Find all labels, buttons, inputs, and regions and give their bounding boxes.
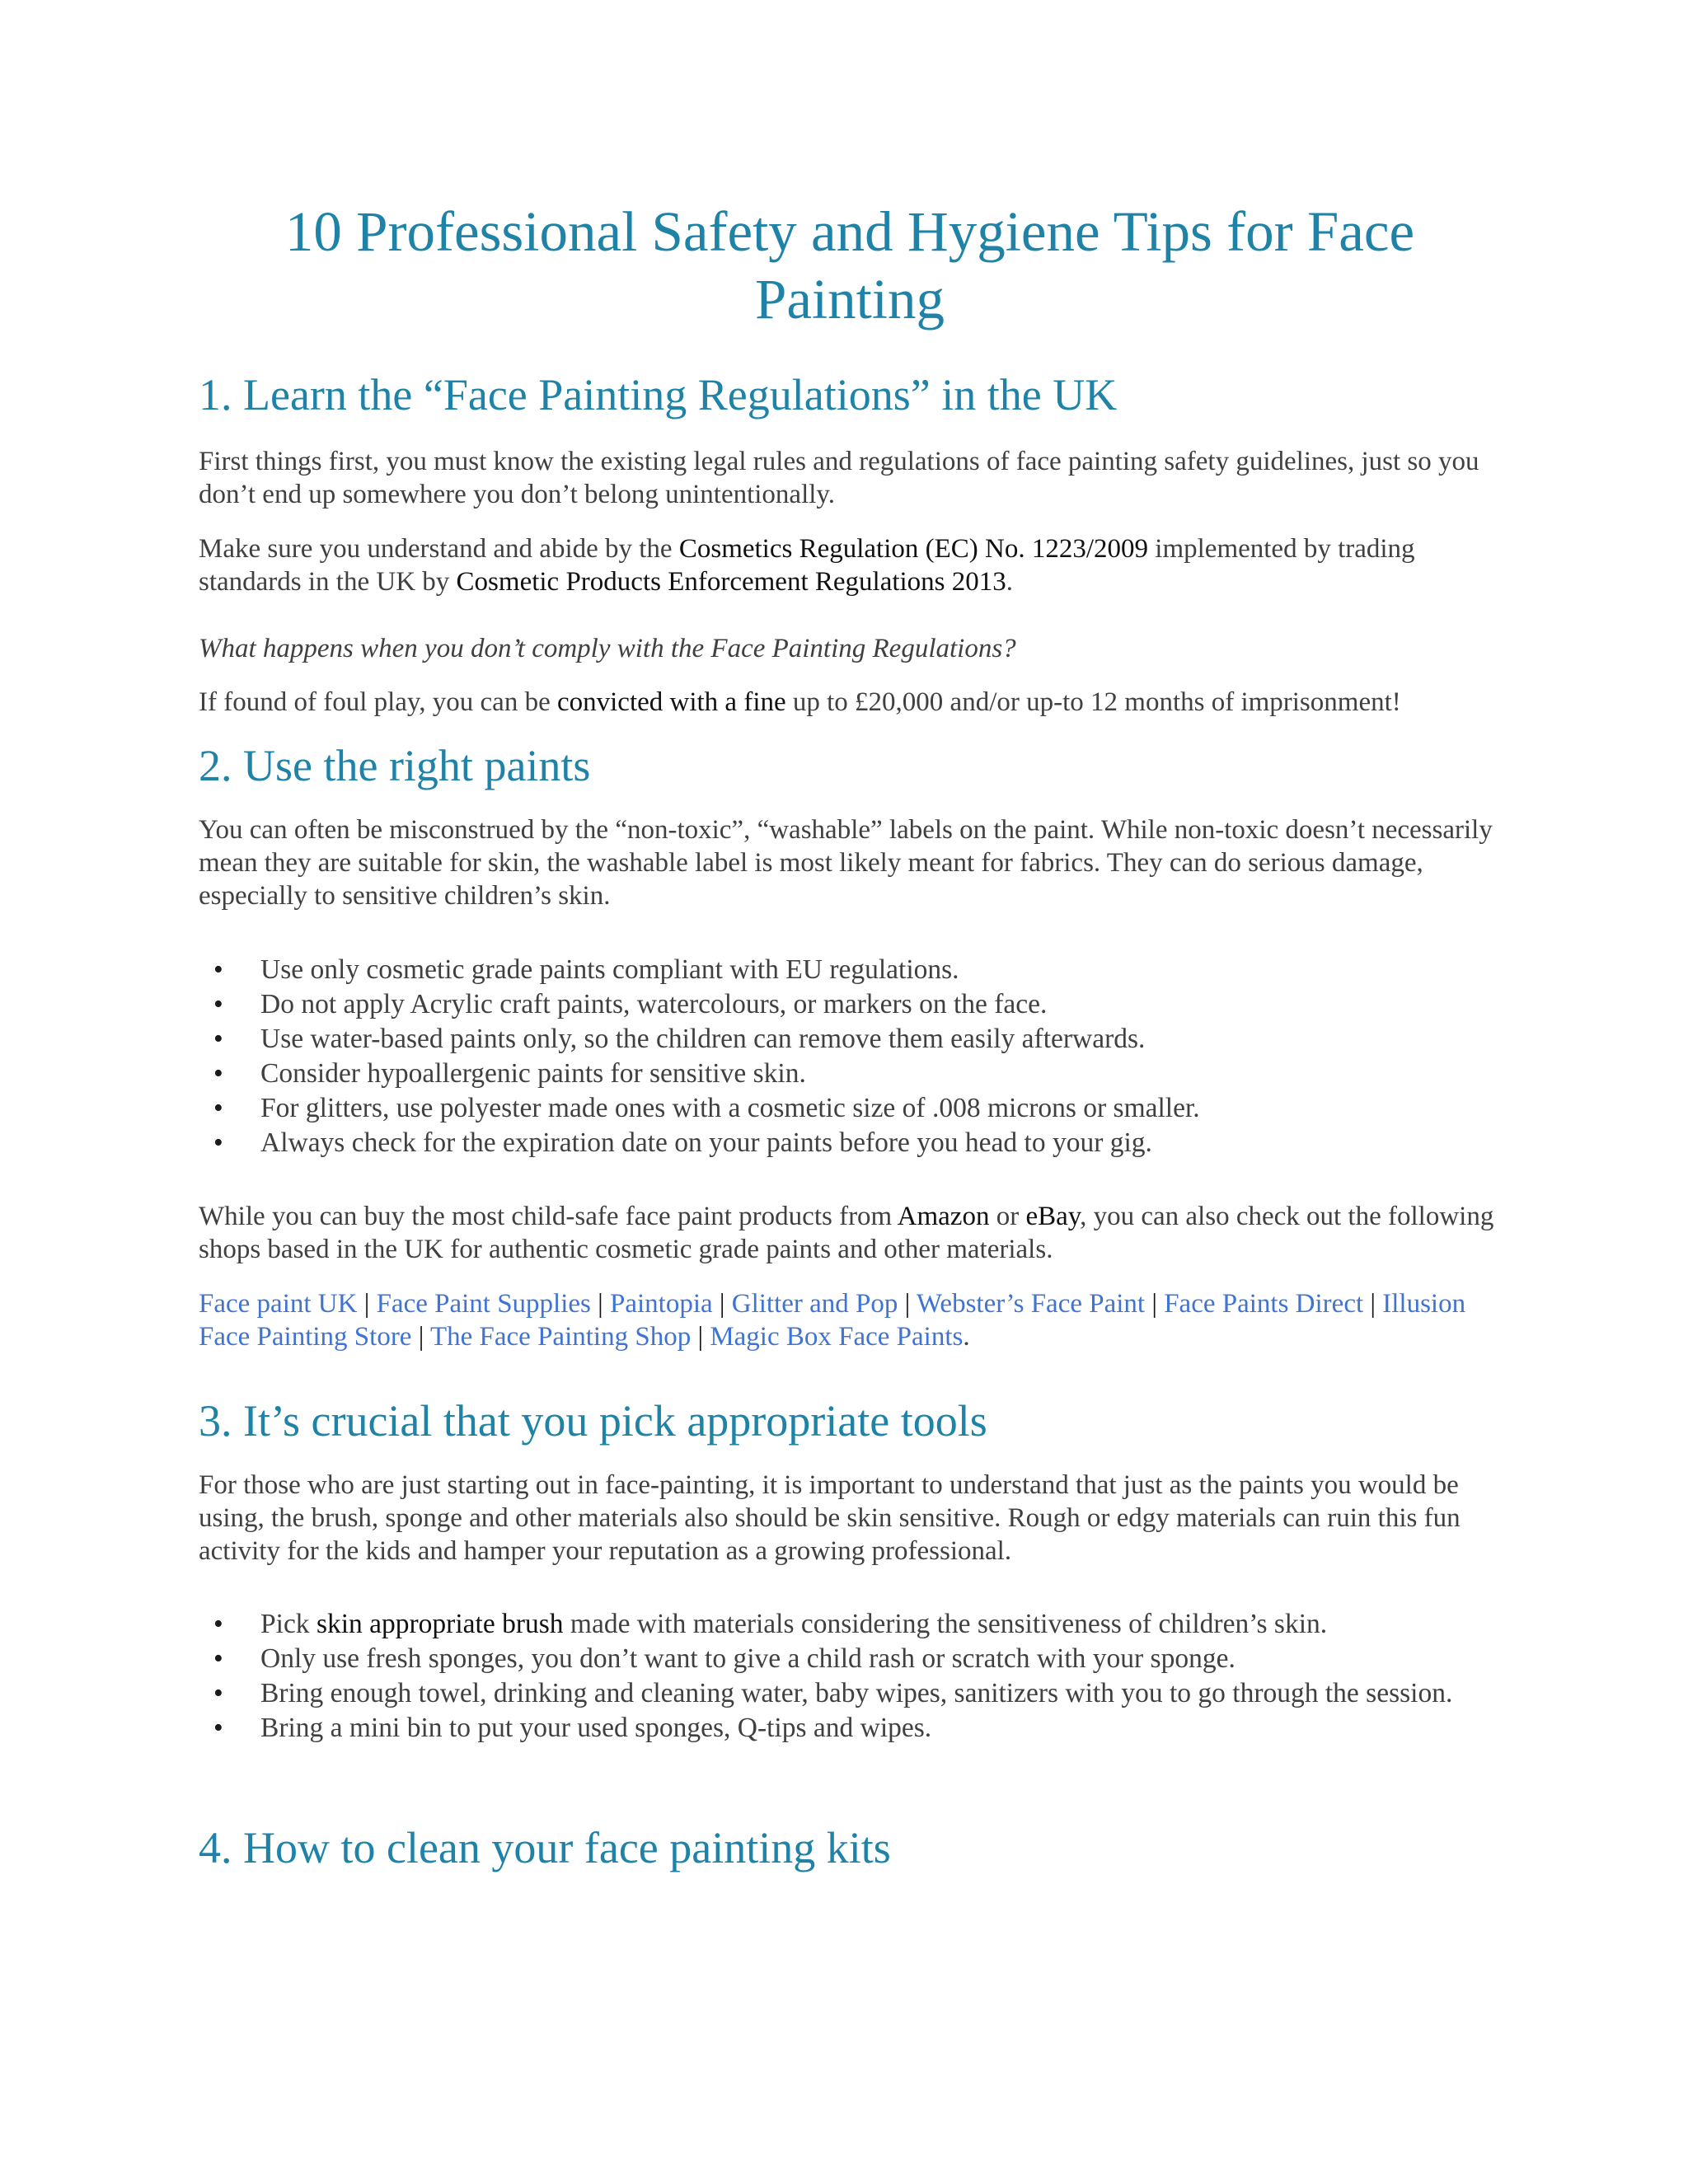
section-2-heading: 2. Use the right paints xyxy=(199,741,591,790)
shop-link-glitter-and-pop[interactable]: Glitter and Pop xyxy=(731,1289,898,1319)
bullet-icon: • xyxy=(213,1678,223,1708)
list-item-text: Always check for the expiration date on your paints before you head to your gig. xyxy=(260,1127,1152,1158)
list-item-text: Use water-based paints only, so the children can remove them easily afterwards. xyxy=(260,1024,1146,1054)
convicted-fine-link[interactable]: convicted with a fine xyxy=(556,687,786,717)
bullet-icon: • xyxy=(213,1024,223,1054)
bullet-icon: • xyxy=(213,989,223,1019)
paint-tips-list xyxy=(199,953,1501,1160)
separator: | xyxy=(712,1289,732,1319)
section-2-paragraph-2 xyxy=(199,1200,1501,1266)
list-item-text: Do not apply Acrylic craft paints, watercolours, or markers on the face. xyxy=(260,989,1048,1019)
section-2-paragraph-1: You can often be misconstrued by the “non-toxic”, “washable” labels on the paint. While non-toxic doesn’t necessarily mean they are suitable for skin, the washable label is most likely meant for fabrics. They can do serious damage, especially to sensitive children’s skin. xyxy=(199,815,1493,911)
list-item xyxy=(199,1711,1501,1746)
bullet-icon: • xyxy=(213,954,223,985)
separator: | xyxy=(1363,1289,1383,1319)
text-span: . xyxy=(1006,567,1014,597)
list-item-text: For glitters, use polyester made ones with a cosmetic size of .008 microns or smaller. xyxy=(260,1093,1200,1123)
list-item xyxy=(199,953,1501,987)
list-item xyxy=(199,1091,1501,1126)
shop-link-face-paint-supplies[interactable]: Face Paint Supplies xyxy=(376,1289,591,1319)
list-item xyxy=(199,1642,1501,1676)
text-span: Pick xyxy=(260,1609,316,1639)
text-span: up to £20,000 and/or up-to 12 months of imprisonment! xyxy=(785,687,1401,717)
shop-link-the-face-painting-shop[interactable]: The Face Painting Shop xyxy=(429,1322,692,1352)
shop-link-paintopia[interactable]: Paintopia xyxy=(609,1289,713,1319)
list-item-text: Bring enough towel, drinking and cleaning water, baby wipes, sanitizers with you to go through the session. xyxy=(260,1678,1453,1708)
text-span: implemented by trading standards in the UK by xyxy=(199,534,1415,597)
text-span: While you can buy the most child-safe face paint products from xyxy=(199,1202,898,1231)
ebay-link[interactable]: eBay xyxy=(1025,1202,1081,1231)
section-1-heading: 1. Learn the “Face Painting Regulations” in the UK xyxy=(199,370,1118,419)
list-item xyxy=(199,987,1501,1022)
list-item-text: Bring a mini bin to put your used sponges, Q-tips and wipes. xyxy=(260,1713,932,1743)
section-1-question: What happens when you don’t comply with the Face Painting Regulations? xyxy=(199,634,1016,663)
list-item xyxy=(199,1022,1501,1057)
bullet-icon: • xyxy=(213,1609,223,1639)
shop-link-magic-box-face-paints[interactable]: Magic Box Face Paints xyxy=(710,1322,964,1352)
list-item xyxy=(199,1607,1501,1642)
list-item xyxy=(199,1676,1501,1711)
enforcement-regulations-link[interactable]: Cosmetic Products Enforcement Regulations 2013 xyxy=(456,567,1006,597)
separator: | xyxy=(590,1289,610,1319)
section-1-paragraph-3 xyxy=(199,686,1501,719)
text-span: If found of foul play, you can be xyxy=(199,687,557,717)
bullet-icon: • xyxy=(213,1643,223,1674)
section-1-paragraph-1: First things first, you must know the existing legal rules and regulations of face painting safety guidelines, just so you don’t end up somewhere you don’t belong unintentionally. xyxy=(199,447,1479,509)
list-item xyxy=(199,1126,1501,1160)
bullet-icon: • xyxy=(213,1127,223,1158)
separator: | xyxy=(357,1289,377,1319)
section-3-paragraph-1: For those who are just starting out in face-painting, it is important to understand that just as the paints you would be using, the brush, sponge and other materials also should be skin sensitive. Rough or edgy materials can ruin this fun activity for the kids and hamper your reputation as a growing professional. xyxy=(199,1470,1461,1566)
text-span: , you can also check out the following shops based in the UK for authentic cosmetic grade paints and other materials. xyxy=(199,1202,1494,1264)
separator: | xyxy=(411,1322,430,1352)
bullet-icon: • xyxy=(213,1713,223,1743)
section-1-paragraph-2 xyxy=(199,532,1501,598)
bullet-icon: • xyxy=(213,1093,223,1123)
cosmetics-regulation-link[interactable]: Cosmetics Regulation (EC) No. 1223/2009 xyxy=(678,534,1149,564)
text-span: or xyxy=(989,1202,1026,1231)
text-span: Make sure you understand and abide by the xyxy=(199,534,679,564)
list-item-text: Only use fresh sponges, you don’t want to give a child rash or scratch with your sponge. xyxy=(260,1643,1236,1674)
shop-links-paragraph xyxy=(199,1287,1501,1353)
skin-appropriate-brush-link[interactable]: skin appropriate brush xyxy=(316,1609,564,1639)
shop-link-face-paint-uk[interactable]: Face paint UK xyxy=(199,1289,358,1319)
text-span: . xyxy=(963,1322,970,1352)
tools-tips-list xyxy=(199,1607,1501,1746)
shop-link-illusion-face-painting-store[interactable]: Illusion Face Painting Store xyxy=(199,1289,1466,1352)
list-item xyxy=(199,1057,1501,1091)
amazon-link[interactable]: Amazon xyxy=(897,1202,990,1231)
list-item-text: Use only cosmetic grade paints compliant with EU regulations. xyxy=(260,954,959,985)
document-title: 10 Professional Safety and Hygiene Tips for Face Painting xyxy=(284,200,1415,330)
shop-link-websters-face-paint[interactable]: Webster’s Face Paint xyxy=(916,1289,1146,1319)
bullet-icon: • xyxy=(213,1058,223,1089)
separator: | xyxy=(1145,1289,1165,1319)
separator: | xyxy=(898,1289,917,1319)
list-item-text: Consider hypoallergenic paints for sensitive skin. xyxy=(260,1058,806,1089)
section-3-heading: 3. It’s crucial that you pick appropriate tools xyxy=(199,1396,987,1446)
separator: | xyxy=(691,1322,710,1352)
shop-link-face-paints-direct[interactable]: Face Paints Direct xyxy=(1164,1289,1364,1319)
section-4-heading: 4. How to clean your face painting kits xyxy=(199,1823,891,1872)
text-span: made with materials considering the sensitiveness of children’s skin. xyxy=(563,1609,1328,1639)
